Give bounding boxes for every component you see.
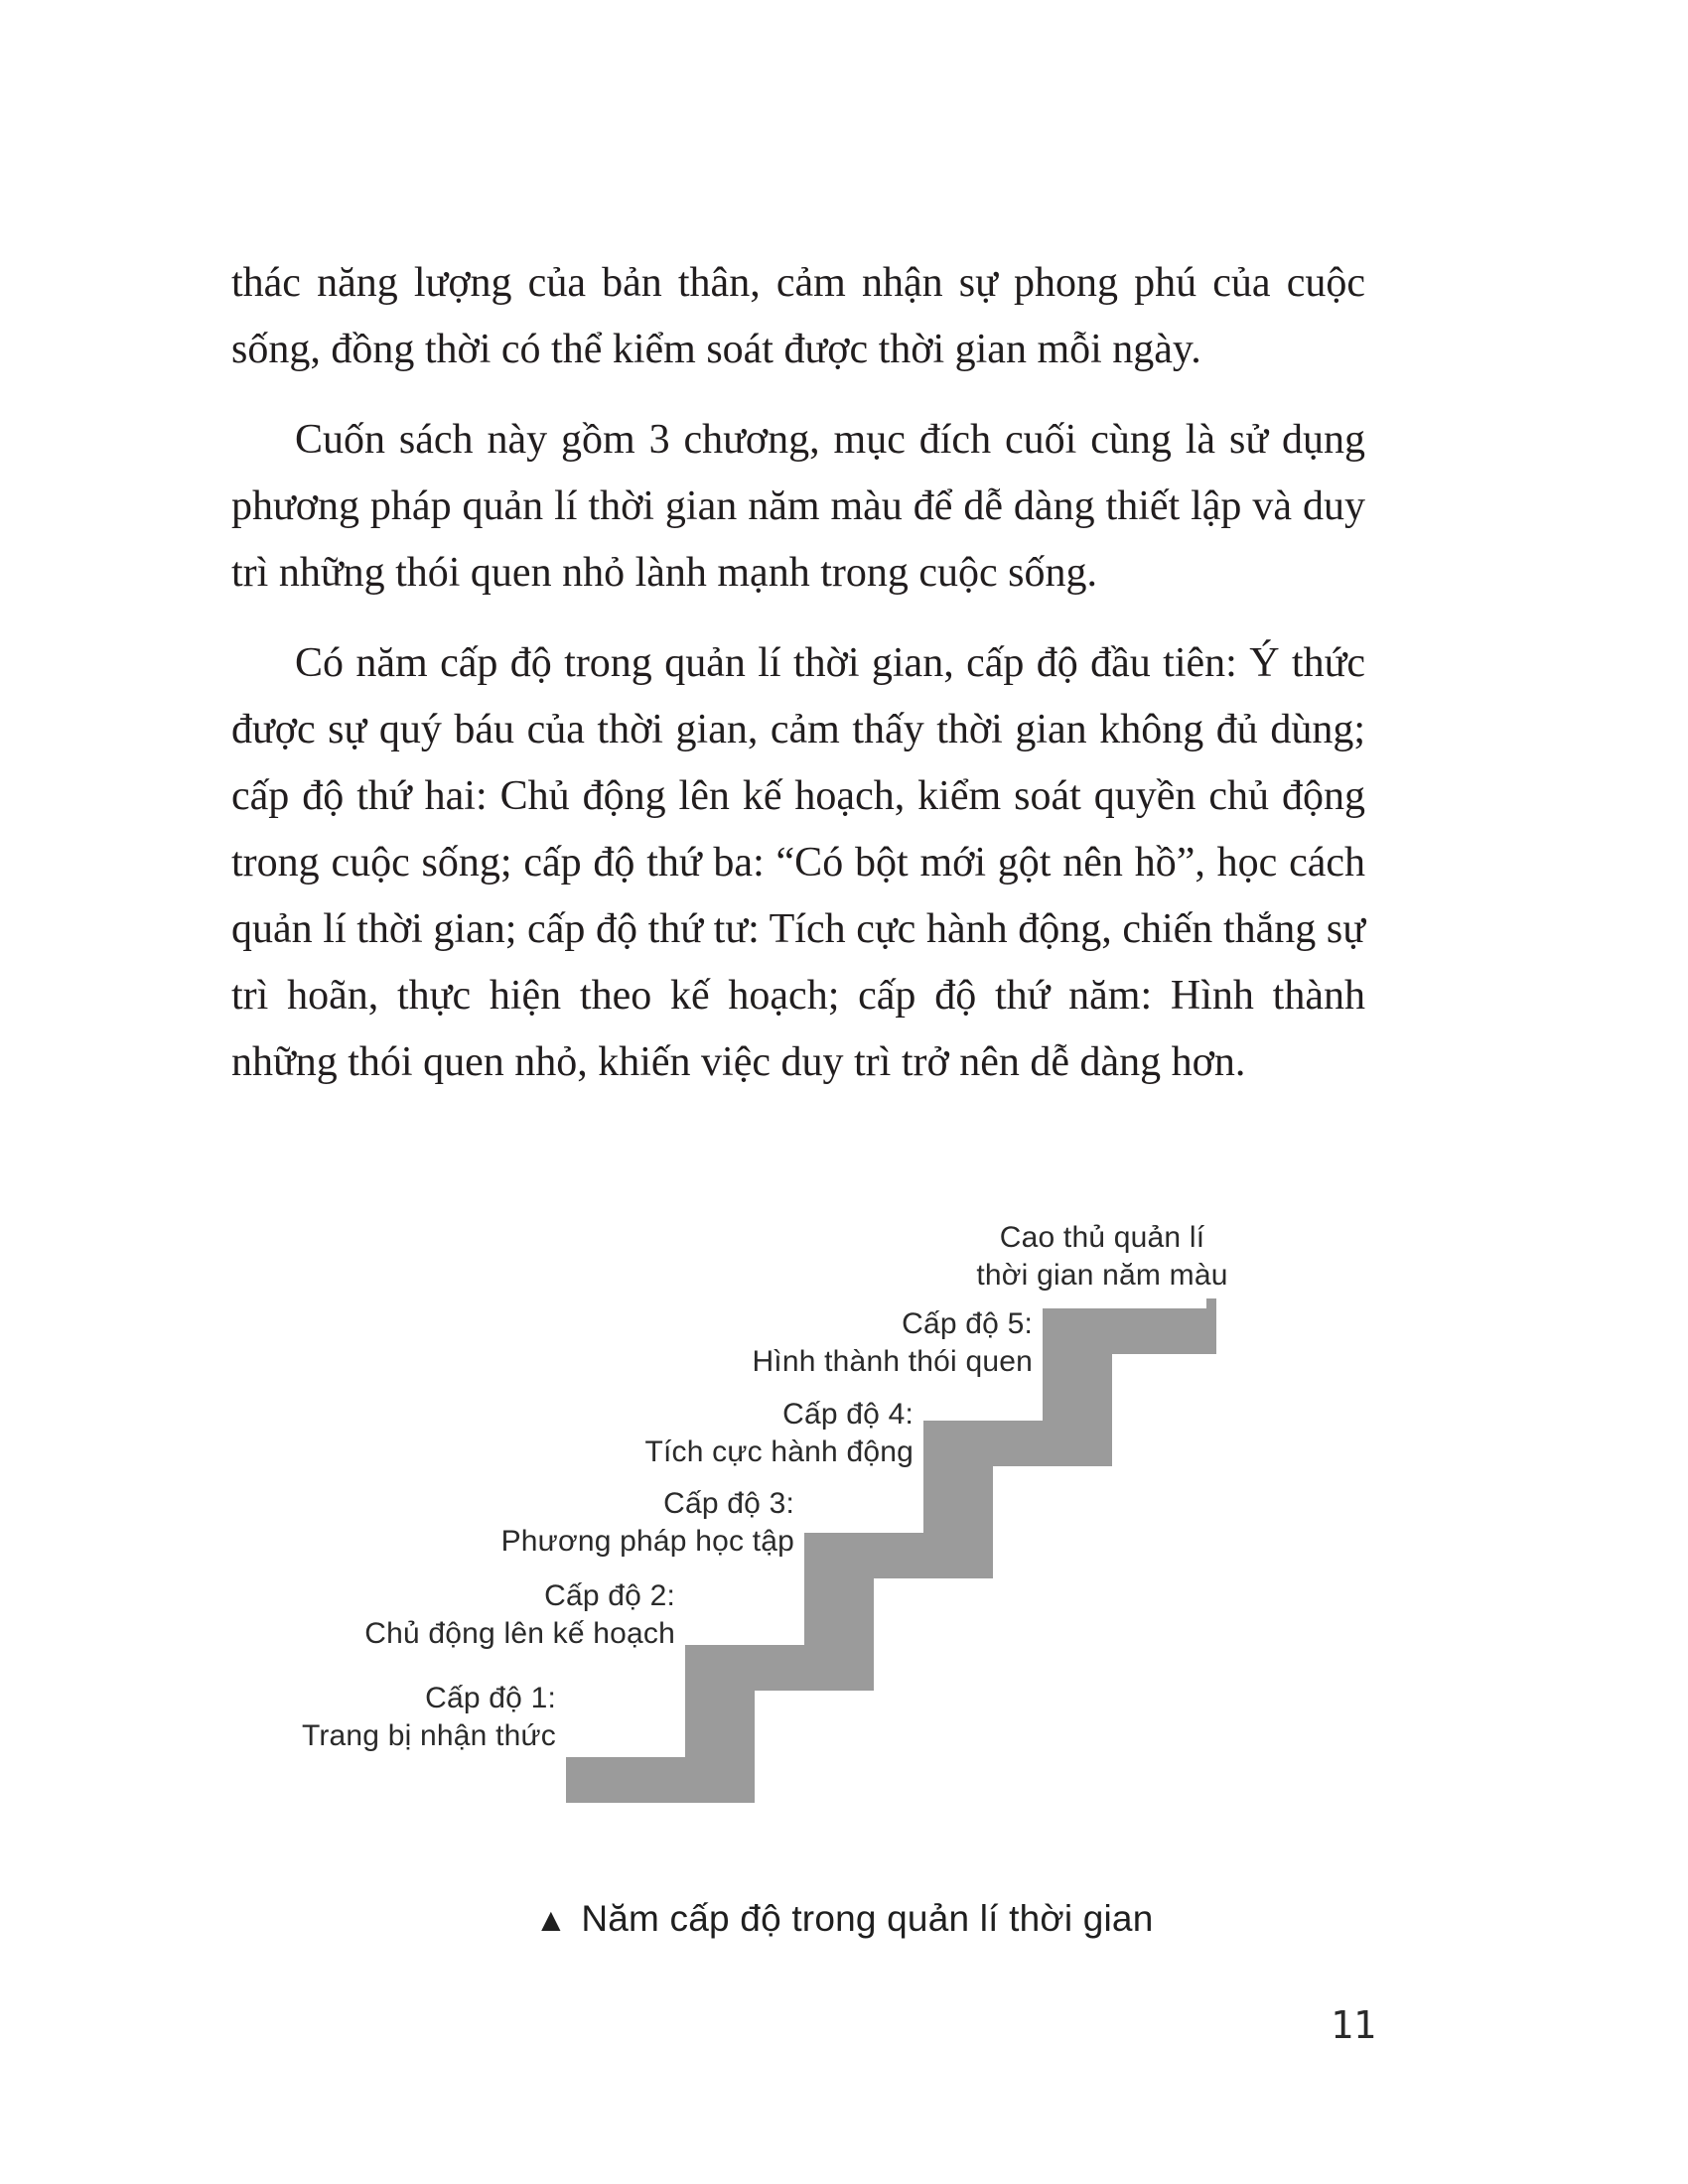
level-desc: Trang bị nhận thức xyxy=(301,1719,556,1752)
level-title: Cấp độ 3: xyxy=(663,1487,794,1520)
level-label-3 xyxy=(477,1485,794,1561)
stair-riser-3 xyxy=(804,1578,874,1691)
level-label-1 xyxy=(238,1680,556,1755)
level-label-5 xyxy=(715,1305,1033,1381)
stair-riser-2 xyxy=(685,1691,755,1803)
paragraph: Có năm cấp độ trong quản lí thời gian, cấp độ đầu tiên: Ý thức được sự quý báu của thời gian, cảm thấy thời gian không đủ dùng; cấp độ thứ hai: Chủ động lên kế hoạch, kiểm soát quyền chủ động trong cuộc sống; cấp độ thứ ba: “Có bột mới gột nên hồ”, học cách quản lí thời gian; cấp độ thứ tư: Tích cực hành động, chiến thắng sự trì hoãn, thực hiện theo kế hoạch; cấp độ thứ năm: Hình thành những thói quen nhỏ, khiến việc duy trì trở nên dễ dàng hơn. xyxy=(231,640,1365,1085)
figure-caption xyxy=(0,1898,1688,1940)
stair-riser-5 xyxy=(1043,1354,1112,1466)
level-title: Cấp độ 2: xyxy=(544,1579,675,1612)
stair-riser-4 xyxy=(923,1466,993,1578)
level-desc: Chủ động lên kế hoạch xyxy=(364,1617,675,1650)
level-title: Cấp độ 5: xyxy=(902,1307,1033,1340)
level-title: Cấp độ 4: xyxy=(782,1398,914,1431)
paragraph: Cuốn sách này gồm 3 chương, mục đích cuối cùng là sử dụng phương pháp quản lí thời gian năm màu để dễ dàng thiết lập và duy trì những thói quen nhỏ lành mạnh trong cuộc sống. xyxy=(231,417,1365,596)
apex-label xyxy=(923,1219,1281,1295)
page-number: 11 xyxy=(1331,2003,1376,2047)
paragraph: thác năng lượng của bản thân, cảm nhận sự phong phú của cuộc sống, đồng thời có thể kiểm soát được thời gian mỗi ngày. xyxy=(231,260,1365,372)
level-desc: Tích cực hành động xyxy=(644,1435,914,1468)
apex-label-line1: Cao thủ quản lí xyxy=(999,1221,1205,1254)
stair-step-5 xyxy=(1043,1308,1216,1354)
level-desc: Phương pháp học tập xyxy=(500,1525,794,1558)
apex-label-line2: thời gian năm màu xyxy=(976,1259,1228,1292)
figure-caption-text: Năm cấp độ trong quản lí thời gian xyxy=(581,1898,1154,1939)
body-text xyxy=(231,250,1365,1120)
stair-top-notch xyxy=(1206,1298,1216,1308)
level-label-2 xyxy=(357,1577,675,1653)
triangle-marker-icon: ▲ xyxy=(534,1901,568,1938)
level-label-4 xyxy=(596,1396,914,1471)
level-desc: Hình thành thói quen xyxy=(752,1345,1033,1378)
level-title: Cấp độ 1: xyxy=(425,1682,556,1714)
